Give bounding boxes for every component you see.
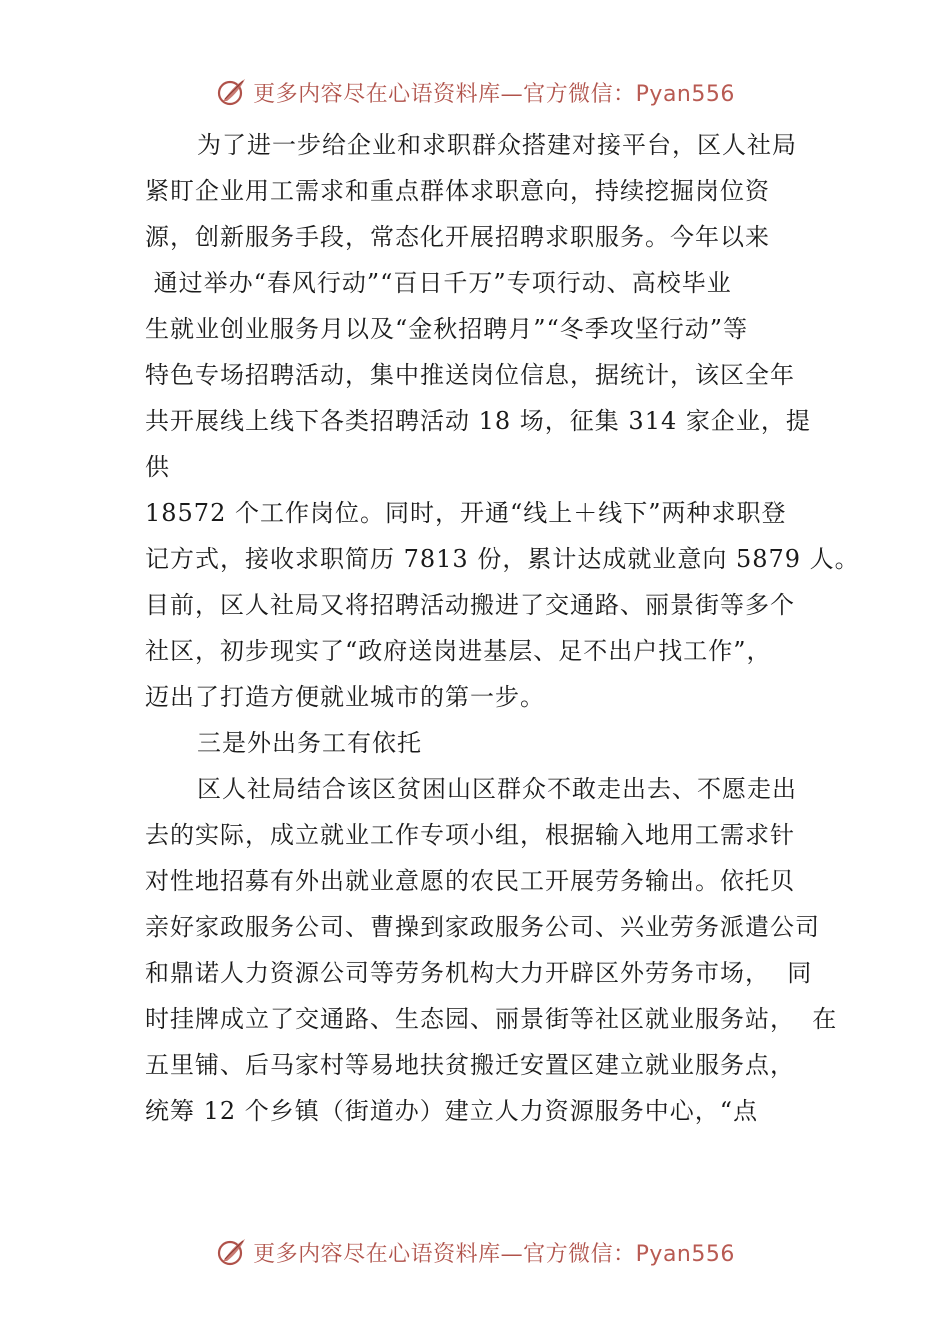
- paragraph-line: 紧盯企业用工需求和重点群体求职意向，持续挖掘岗位资: [145, 177, 770, 205]
- paragraph-line: 时挂牌成立了交通路、生态园、丽景街等社区就业服务站， 在: [145, 1005, 838, 1033]
- feather-pen-logo-icon: [215, 75, 249, 109]
- paragraph-line: 为了进一步给企业和求职群众搭建对接平台，区人社局: [197, 131, 797, 159]
- paragraph-line: 供: [145, 453, 170, 481]
- paragraph-line: 目前，区人社局又将招聘活动搬进了交通路、丽景街等多个: [145, 591, 795, 619]
- feather-pen-logo-icon: [215, 1235, 249, 1269]
- wechat-id: Pyan556: [635, 1241, 735, 1267]
- banner-text: 更多内容尽在心语资料库—官方微信：Pyan556: [253, 1241, 735, 1267]
- header-banner: [0, 72, 950, 112]
- paragraph-line: 源，创新服务手段，常态化开展招聘求职服务。今年以来: [145, 223, 770, 251]
- paragraph-line: 共开展线上线下各类招聘活动 18 场，征集 314 家企业，提: [145, 407, 811, 435]
- paragraph-line: 对性地招募有外出就业意愿的农民工开展劳务输出。依托贝: [145, 867, 795, 895]
- banner-text: 更多内容尽在心语资料库—官方微信：Pyan556: [253, 81, 735, 107]
- paragraph-line: 通过举办“春风行动”“百日千万”专项行动、高校毕业: [145, 269, 732, 297]
- paragraph-line: 亲好家政服务公司、曹操到家政服务公司、兴业劳务派遣公司: [145, 913, 820, 941]
- paragraph-line: 五里铺、后马家村等易地扶贫搬迁安置区建立就业服务点，: [145, 1051, 795, 1079]
- wechat-id: Pyan556: [635, 81, 735, 107]
- paragraph-line: 迈出了打造方便就业城市的第一步。: [145, 683, 545, 711]
- paragraph-1: [145, 122, 860, 720]
- paragraph-line: 18572 个工作岗位。同时，开通“线上＋线下”两种求职登: [145, 499, 787, 527]
- paragraph-2: [145, 766, 838, 1134]
- paragraph-line: 记方式，接收求职简历 7813 份，累计达成就业意向 5879 人。: [145, 545, 860, 573]
- footer-banner: [0, 1232, 950, 1272]
- paragraph-line: 和鼎诺人力资源公司等劳务机构大力开辟区外劳务市场， 同: [145, 959, 813, 987]
- paragraph-line: 社区，初步现实了“政府送岗进基层、足不出户找工作”，: [145, 637, 772, 665]
- paragraph-line: 特色专场招聘活动，集中推送岗位信息，据统计，该区全年: [145, 361, 795, 389]
- paragraph-line: 生就业创业服务月以及“金秋招聘月”“冬季攻坚行动”等: [145, 315, 749, 343]
- document-body: [145, 122, 860, 1134]
- paragraph-line: 去的实际，成立就业工作专项小组，根据输入地用工需求针: [145, 821, 795, 849]
- section-heading: 三是外出务工有依托: [197, 729, 422, 757]
- paragraph-line: 统筹 12 个乡镇（街道办）建立人力资源服务中心，“点: [145, 1097, 759, 1125]
- paragraph-line: 区人社局结合该区贫困山区群众不敢走出去、不愿走出: [197, 775, 797, 803]
